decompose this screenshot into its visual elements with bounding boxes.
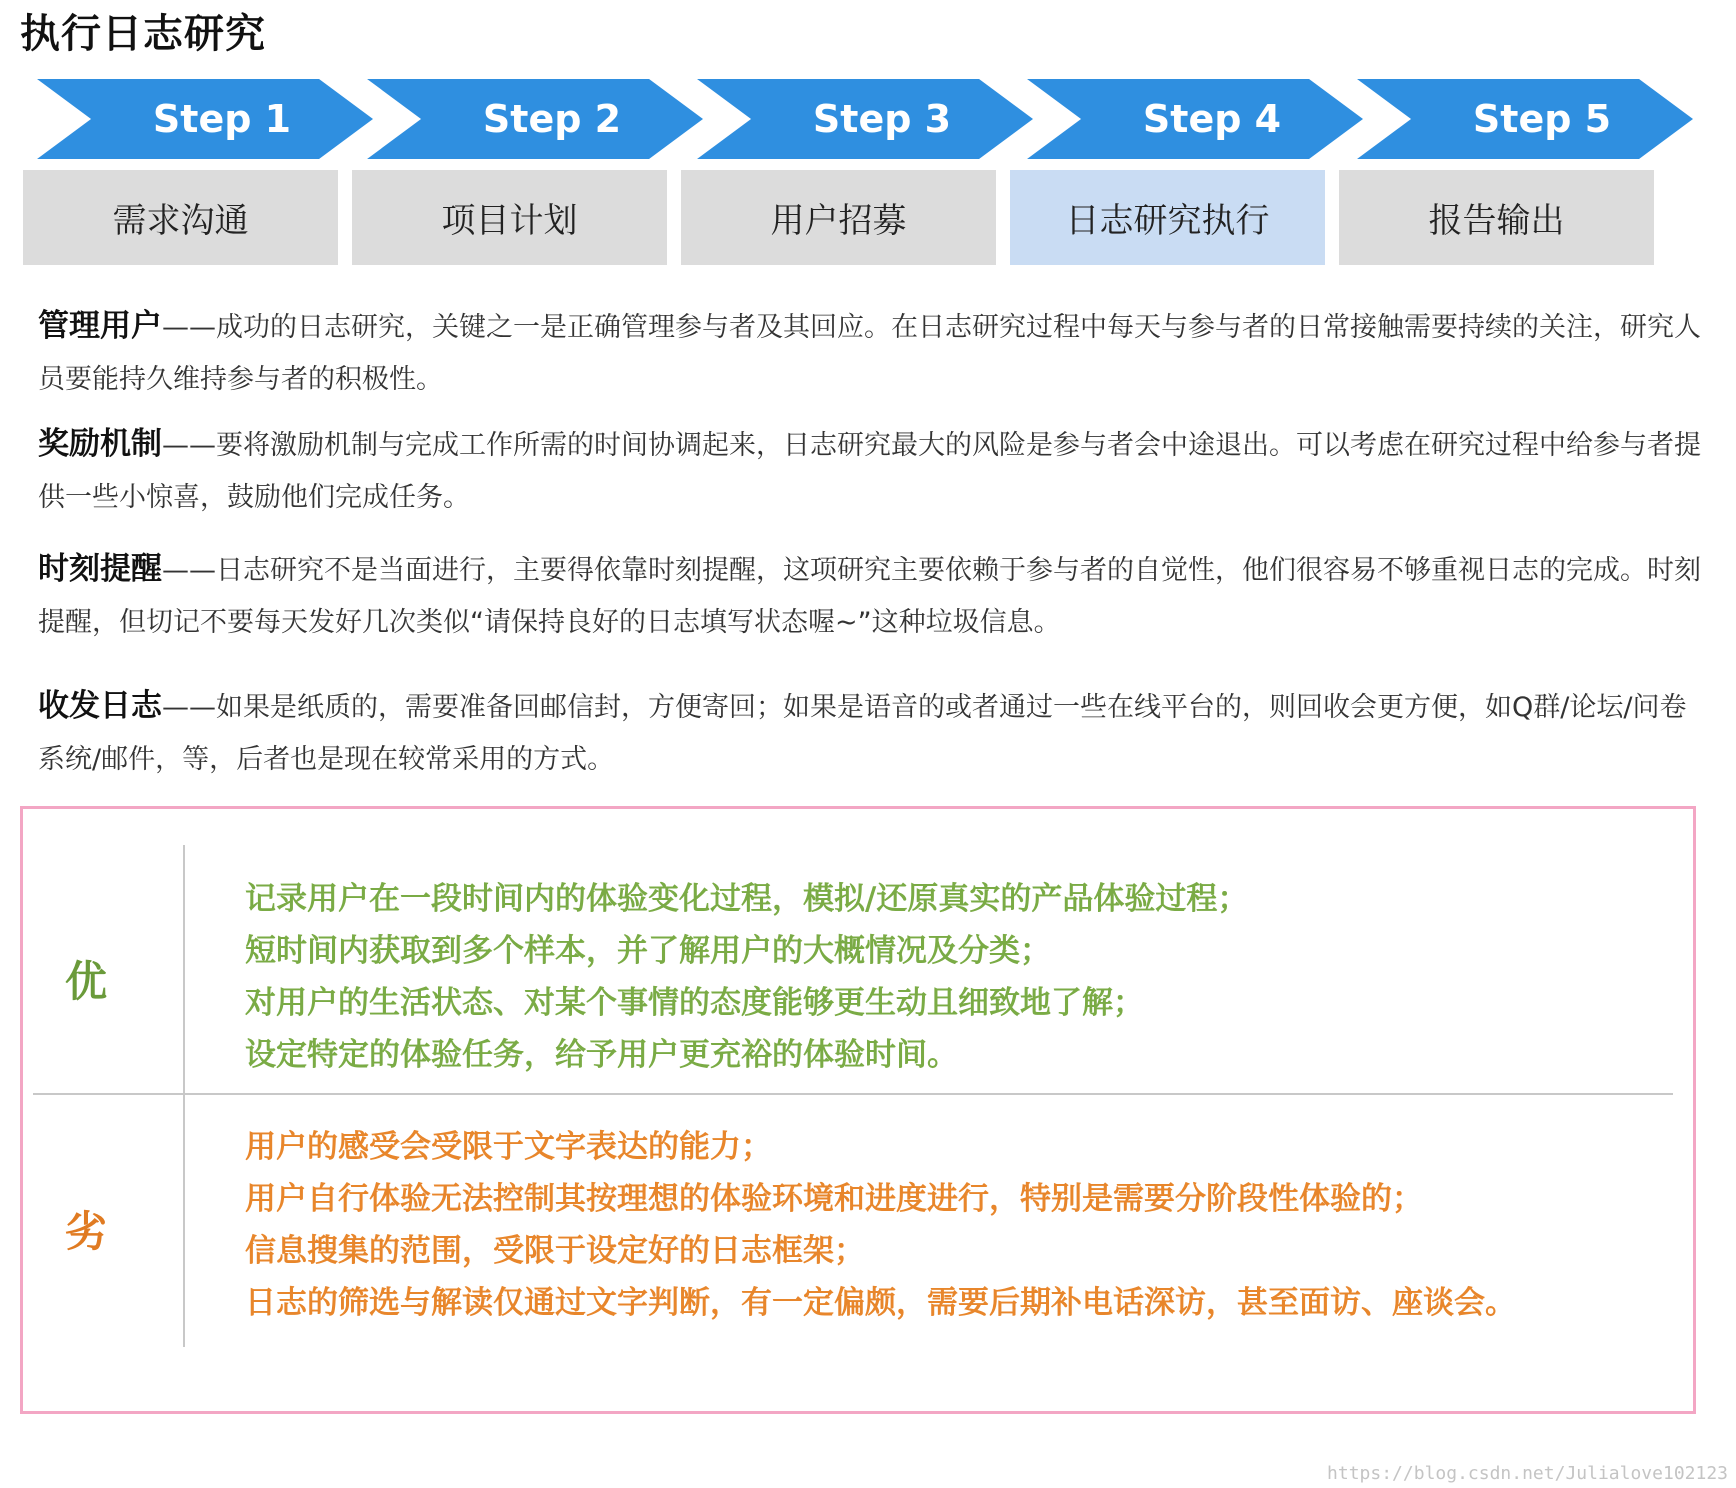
cons-item: 用户的感受会受限于文字表达的能力； xyxy=(245,1129,772,1165)
step-name-box: 需求沟通 xyxy=(23,170,338,265)
step-label: Step 5 xyxy=(1472,97,1612,141)
step-label: Step 3 xyxy=(812,97,952,141)
step-name-box: 用户招募 xyxy=(681,170,996,265)
paragraph-keyword: 奖励机制 xyxy=(38,426,162,462)
cons-list xyxy=(245,1121,1516,1329)
step-label: Step 2 xyxy=(482,97,622,141)
cons-item: 用户自行体验无法控制其按理想的体验环境和进度进行，特别是需要分阶段性体验的； xyxy=(245,1181,1423,1217)
paragraph-reminder xyxy=(38,543,1703,649)
pros-label: 优 xyxy=(65,957,108,1006)
step-name-box: 报告输出 xyxy=(1339,170,1654,265)
paragraph-keyword: 管理用户 xyxy=(38,308,162,344)
paragraph-text: ——成功的日志研究，关键之一是正确管理参与者及其回应。在日志研究过程中每天与参与者的日常接触需要持续的关注，研究人员要能持久维持参与者的积极性。 xyxy=(38,312,1701,395)
watermark: https://blog.csdn.net/Julialove102123 xyxy=(1327,1463,1728,1484)
pros-item: 对用户的生活状态、对某个事情的态度能够更生动且细致地了解； xyxy=(245,985,1144,1021)
divider-vertical xyxy=(183,845,185,1347)
step-label: Step 1 xyxy=(152,97,292,141)
step-name-box: 项目计划 xyxy=(352,170,667,265)
pros-item: 设定特定的体验任务，给予用户更充裕的体验时间。 xyxy=(245,1037,958,1073)
paragraph-text: ——日志研究不是当面进行，主要得依靠时刻提醒，这项研究主要依赖于参与者的自觉性，他们很容易不够重视日志的完成。时刻提醒，但切记不要每天发好几次类似“请保持良好的日志填写状态喔~”这种垃圾信息。 xyxy=(38,555,1701,638)
pros-cons-panel xyxy=(20,806,1696,1414)
paragraph-text: ——要将激励机制与完成工作所需的时间协调起来，日志研究最大的风险是参与者会中途退出。可以考虑在研究过程中给参与者提供一些小惊喜，鼓励他们完成任务。 xyxy=(38,430,1701,513)
paragraph-incentive xyxy=(38,418,1703,524)
cons-item: 日志的筛选与解读仅通过文字判断，有一定偏颇，需要后期补电话深访，甚至面访、座谈会。 xyxy=(245,1285,1516,1321)
page-title: 执行日志研究 xyxy=(20,11,266,57)
cons-item: 信息搜集的范围，受限于设定好的日志框架； xyxy=(245,1233,865,1269)
pros-item: 短时间内获取到多个样本，并了解用户的大概情况及分类； xyxy=(245,933,1051,969)
divider-horizontal xyxy=(33,1093,1673,1095)
paragraph-manage-users xyxy=(38,300,1703,406)
paragraph-keyword: 时刻提醒 xyxy=(38,551,162,587)
step-label: Step 4 xyxy=(1142,97,1282,141)
paragraph-collect-logs xyxy=(38,680,1703,786)
step-arrows xyxy=(0,0,1736,170)
paragraph-text: ——如果是纸质的，需要准备回邮信封，方便寄回；如果是语音的或者通过一些在线平台的，则回收会更方便，如Q群/论坛/问卷系统/邮件，等，后者也是现在较常采用的方式。 xyxy=(38,692,1687,775)
paragraph-keyword: 收发日志 xyxy=(38,688,162,724)
pros-item: 记录用户在一段时间内的体验变化过程，模拟/还原真实的产品体验过程； xyxy=(245,881,1249,917)
pros-list xyxy=(245,873,1248,1081)
step-name-box: 日志研究执行 xyxy=(1010,170,1325,265)
cons-label: 劣 xyxy=(65,1207,108,1256)
